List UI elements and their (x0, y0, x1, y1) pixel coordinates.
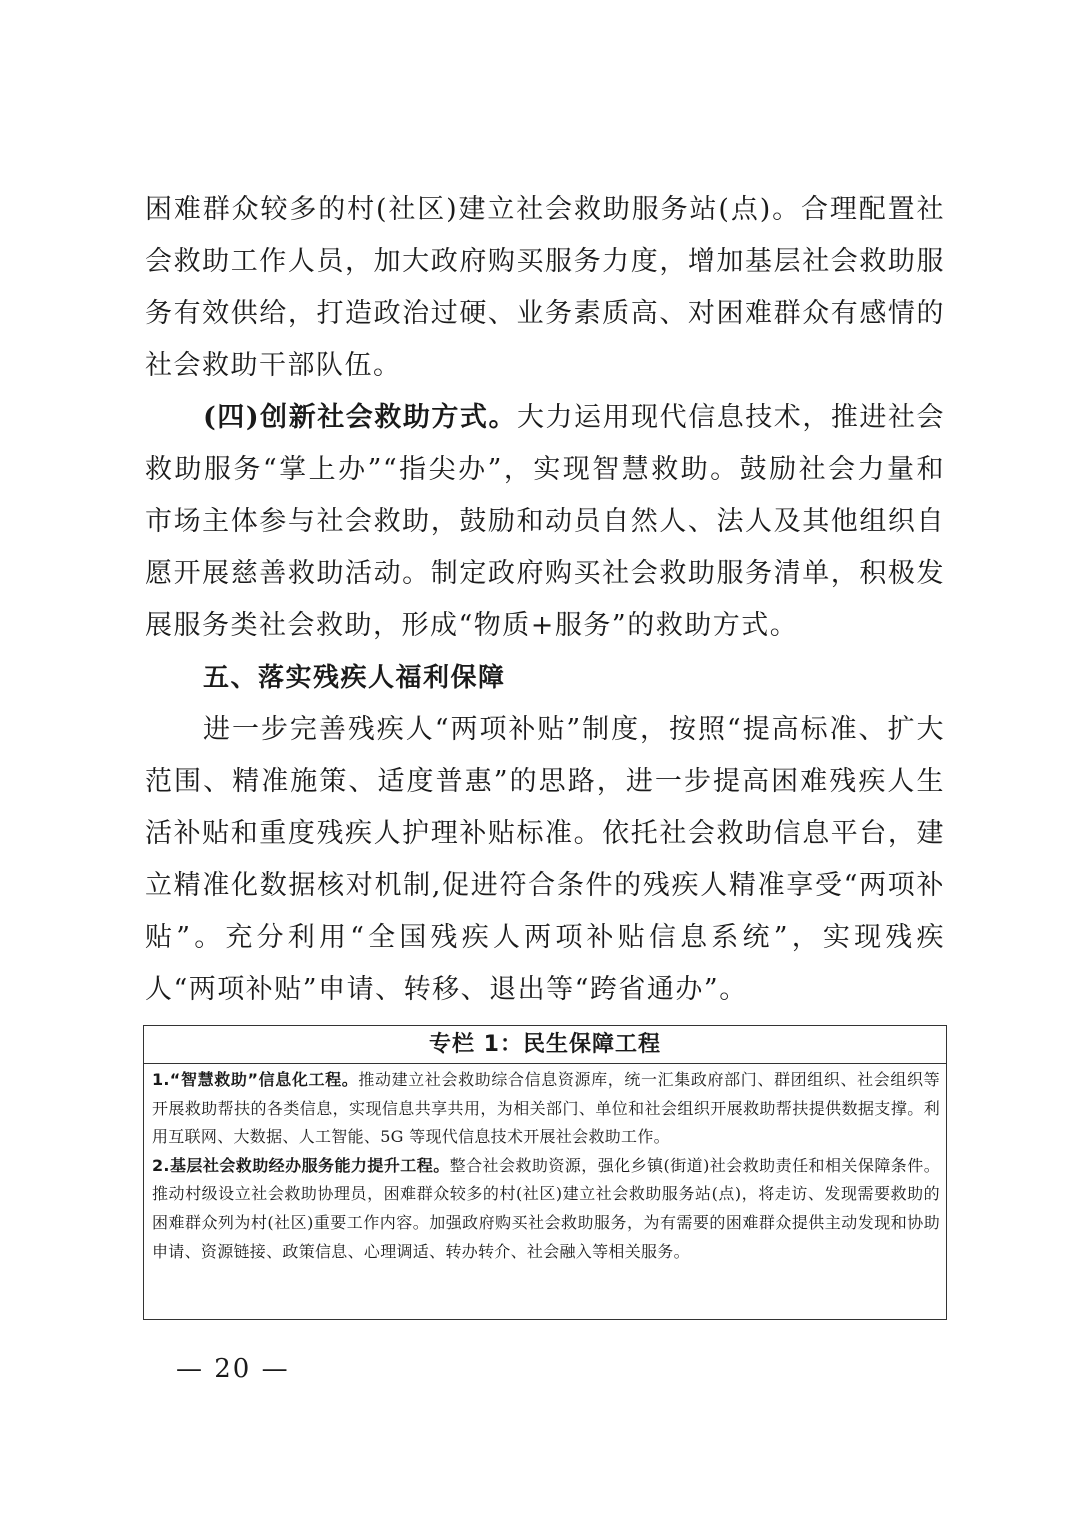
column-item-1-text: 推动建立社会救助综合信息资源库，统一汇集政府部门、群团组织、社会组织等开展救助帮扶的各类信息，实现信息共享共用，为相关部门、单位和社会组织开展救助帮扶提供数据支撑。利用互联网、大数据、人工智能、5G 等现代信息技术开展社会救助工作。 (152, 1070, 940, 1147)
paragraph-3: 进一步完善残疾人“两项补贴”制度，按照“提高标准、扩大范围、精准施策、适度普惠”的思路，进一步提高困难残疾人生活补贴和重度残疾人护理补贴标准。依托社会救助信息平台，建立精准化数据核对机制,促进符合条件的残疾人精准享受“两项补贴”。充分利用“全国残疾人两项补贴信息系统”，实现残疾人“两项补贴”申请、转移、退出等“跨省通办”。 (145, 714, 945, 1005)
paragraph-2-text: 大力运用现代信息技术，推进社会救助服务“掌上办”“指尖办”，实现智慧救助。鼓励社会力量和市场主体参与社会救助，鼓励和动员自然人、法人及其他组织自愿开展慈善救助活动。制定政府购买社会救助服务清单，积极发展服务类社会救助，形成“物质+服务”的救助方式。 (145, 402, 945, 641)
column-item-1-lead: 1.“智慧救助”信息化工程。 (152, 1070, 359, 1089)
column-item-2-text: 整合社会救助资源，强化乡镇(街道)社会救助责任和相关保障条件。推动村级设立社会救助协理员，困难群众较多的村(社区)建立社会救助服务站(点)，将走访、发现需要救助的困难群众列为村(社区)重要工作内容。加强政府购买社会救助服务，为有需要的困难群众提供主动发现和协助申请、资源链接、政策信息、心理调适、转办转介、社会融入等相关服务。 (152, 1155, 940, 1261)
page-number: — 20 — (176, 1354, 290, 1384)
paragraph-1: 困难群众较多的村(社区)建立社会救助服务站(点)。合理配置社会救助工作人员，加大政府购买服务力度，增加基层社会救助服务有效供给，打造政治过硬、业务素质高、对困难群众有感情的社会救助干部队伍。 (145, 194, 945, 381)
column-box-title: 专栏 1：民生保障工程 (144, 1026, 946, 1064)
column-box (143, 1025, 947, 1320)
column-box-body (144, 1064, 946, 1266)
body-text (145, 184, 945, 1016)
paragraph-2-lead: (四)创新社会救助方式。 (203, 402, 517, 433)
paragraph-2 (145, 392, 945, 652)
section-heading-5: 五、落实残疾人福利保障 (203, 663, 506, 693)
column-item-1 (152, 1066, 940, 1152)
column-item-2 (152, 1152, 940, 1266)
column-item-2-lead: 2.基层社会救助经办服务能力提升工程。 (152, 1155, 450, 1175)
